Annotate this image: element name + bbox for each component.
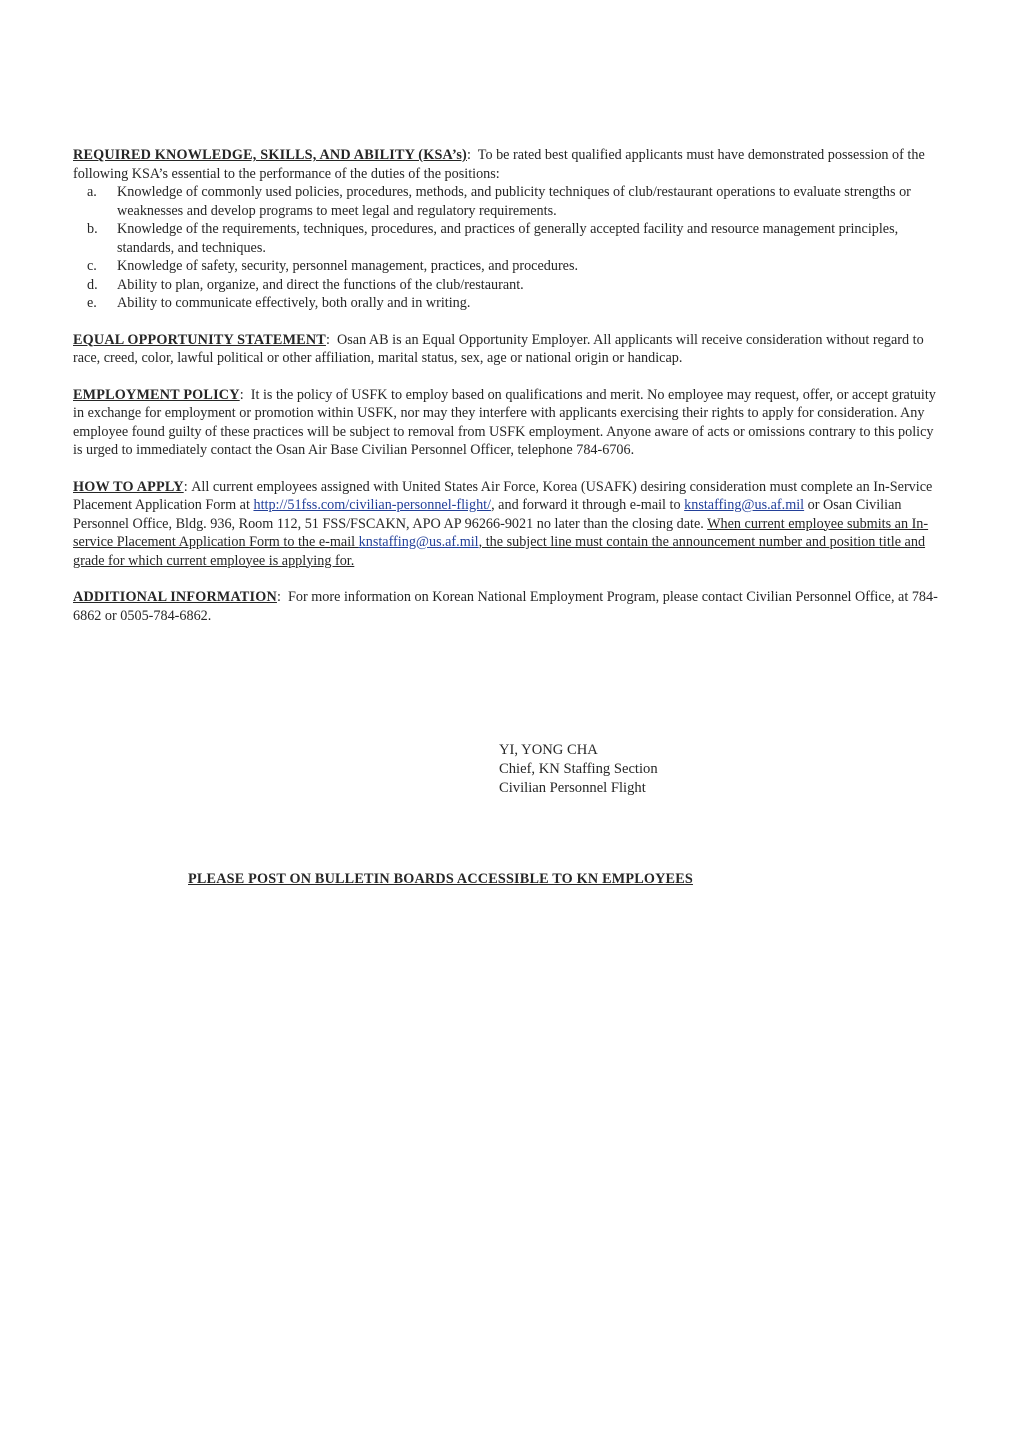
signatory-title: Chief, KN Staffing Section xyxy=(499,761,658,777)
ksa-intro-text: To be rated best qualified applicants must have demonstrated possession of the following KSA’s essential to the performance of the duties of the positions: xyxy=(73,147,925,182)
knstaffing-email-link[interactable]: knstaffing@us.af.mil xyxy=(684,497,805,513)
list-item-marker: e. xyxy=(87,295,97,311)
list-item-text: Knowledge of safety, security, personnel management, practices, and procedures. xyxy=(117,258,579,274)
list-item-marker: b. xyxy=(87,221,98,237)
ksa-heading: REQUIRED KNOWLEDGE, SKILLS, AND ABILITY (KSA’s) xyxy=(73,147,467,163)
employment-policy-section: EMPLOYMENT POLICY: It is the policy of USFK to employ based on qualifications and merit. No employee may request, offer, or accept gratuity in exchange for employment or promotion within USFK, nor may they interfere with applicants exercising their rights to apply for consideration. Any employee found guilty of these practices will be subject to removal from USFK employment. Anyone aware of acts or omissions contrary to this policy is urged to immediately contact the Osan Air Base Civilian Personnel Officer, telephone 784-6706. xyxy=(73,386,936,458)
how-to-apply-heading: HOW TO APPLY xyxy=(73,478,184,495)
how-to-apply-underlined-text: When current employee submits an In-service Placement Application Form to the e-mail xyxy=(73,515,929,550)
list-item-text: Knowledge of the requirements, techniques, procedures, and practices of generally accepted facility and resource management principles, standards, and techniques. xyxy=(117,221,899,256)
list-item xyxy=(73,183,943,220)
list-item xyxy=(73,294,943,313)
list-item xyxy=(73,276,943,295)
additional-information-text: For more information on Korean National Employment Program, please contact Civilian Personnel Office, at 784-6862 or 0505-784-6862. xyxy=(73,589,938,624)
equal-opportunity-heading: EQUAL OPPORTUNITY STATEMENT xyxy=(73,331,326,348)
ksa-intro-paragraph: REQUIRED KNOWLEDGE, SKILLS, AND ABILITY (KSA’s): To be rated best qualified applicants must have demonstrated possession of the following KSA’s essential to the performance of the duties of the positions: xyxy=(73,147,925,182)
employment-policy-text: It is the policy of USFK to employ based on qualifications and merit. No employee may request, offer, or accept gratuity in exchange for employment or promotion within USFK, nor may they interfere with applicants exercising their rights to apply for consideration. Any employee found guilty of these practices will be subject to removal from USFK employment. Anyone aware of acts or omissions contrary to this policy is urged to immediately contact the Osan Air Base Civilian Personnel Officer, telephone 784-6706. xyxy=(73,386,936,458)
how-to-apply-section: HOW TO APPLY: All current employees assigned with United States Air Force, Korea (USAFK) desiring consideration must complete an In-Service Placement Application Form at http://51fss.com/civilian-personnel-flight/, and forward it through e-mail to knstaffing@us.af.mil or Osan Civilian Personnel Office, Bldg. 936, Room 112, 51 FSS/FSCAKN, APO AP 96266-9021 no later than the closing date. When current employee submits an In-service Placement Application Form to the e-mail knstaffing@us.af.mil, the subject line must contain the announcement number and position title and grade for which current employee is applying for. xyxy=(73,478,933,569)
list-item-text: Knowledge of commonly used policies, procedures, methods, and publicity techniques of club/restaurant operations to evaluate strengths or weaknesses and develop programs to meet legal and regulatory requirements. xyxy=(117,184,911,219)
signatory-office: Civilian Personnel Flight xyxy=(499,780,646,796)
ksa-section xyxy=(73,146,943,313)
how-to-apply-underlined-text: , the subject line must contain the announcement number and position title and grade for which current employee is applying for. xyxy=(73,534,926,569)
list-item-marker: a. xyxy=(87,184,97,200)
document-body xyxy=(73,146,943,643)
list-item-marker: d. xyxy=(87,276,98,293)
how-to-apply-text: , and forward it through e-mail to xyxy=(491,497,685,513)
equal-opportunity-section: EQUAL OPPORTUNITY STATEMENT: Osan AB is an Equal Opportunity Employer. All applicants will receive consideration without regard to race, creed, color, lawful political or other affiliation, marital status, sex, age or national origin or handicap. xyxy=(73,331,924,366)
list-item xyxy=(73,257,943,276)
knstaffing-email-link[interactable]: knstaffing@us.af.mil xyxy=(358,534,479,550)
how-to-apply-text: All current employees assigned with United States Air Force, Korea (USAFK) desiring consideration must complete an In-Service Placement Application Form at xyxy=(73,478,933,513)
civilian-personnel-flight-link[interactable]: http://51fss.com/civilian-personnel-flight/ xyxy=(253,497,492,513)
employment-policy-heading: EMPLOYMENT POLICY xyxy=(73,386,240,403)
list-item-text: Ability to plan, organize, and direct the functions of the club/restaurant. xyxy=(117,276,524,293)
list-item xyxy=(73,220,943,257)
signatory-name: YI, YONG CHA xyxy=(499,742,598,758)
ksa-list xyxy=(73,183,943,313)
additional-information-section: ADDITIONAL INFORMATION: For more information on Korean National Employment Program, please contact Civilian Personnel Office, at 784-6862 or 0505-784-6862. xyxy=(73,589,938,624)
additional-information-heading: ADDITIONAL INFORMATION xyxy=(73,589,277,605)
signature-block xyxy=(499,741,658,798)
posting-notice: PLEASE POST ON BULLETIN BOARDS ACCESSIBLE TO KN EMPLOYEES xyxy=(188,871,693,887)
list-item-text: Ability to communicate effectively, both orally and in writing. xyxy=(117,295,471,311)
list-item-marker: c. xyxy=(87,258,97,274)
equal-opportunity-text: Osan AB is an Equal Opportunity Employer. All applicants will receive consideration without regard to race, creed, color, lawful political or other affiliation, marital status, sex, age or national origin or handicap. xyxy=(73,331,924,366)
how-to-apply-text: or Osan Civilian Personnel Office, Bldg. 936, Room 112, 51 FSS/FSCAKN, APO AP 96266-9021 no later than the closing date. xyxy=(73,497,902,532)
